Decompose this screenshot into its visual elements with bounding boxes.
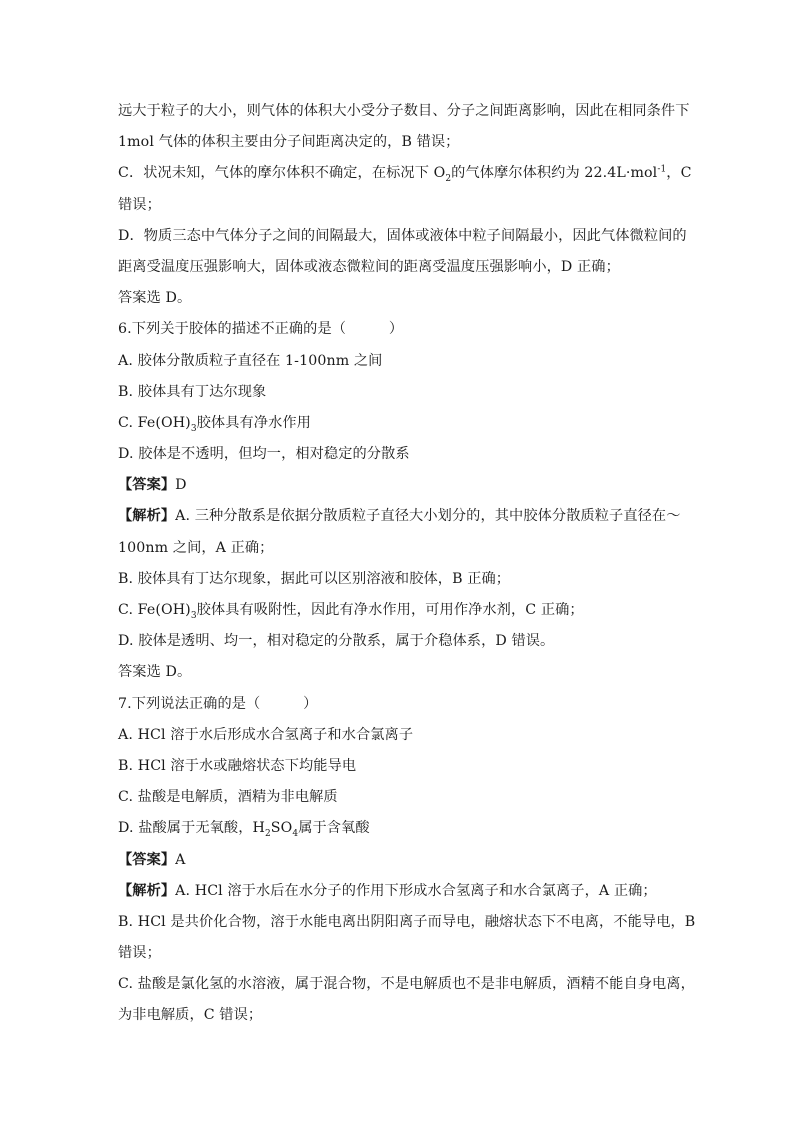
question-7-answer — [118, 845, 678, 876]
text-line: 答案选 D。 — [118, 290, 192, 307]
text-line: 错误； — [118, 196, 161, 213]
question-7-option-d — [118, 813, 678, 844]
answer-label: 【答案】 — [118, 477, 176, 494]
text-segment: 的气体摩尔体积约为 22.4L·mol — [451, 165, 658, 182]
text-segment: C．状况未知，气体的摩尔体积不确定，在标况下 O — [118, 165, 446, 182]
text-segment: 胶体具有净水作用 — [196, 414, 311, 431]
question-6-option-a: A. 胶体分散质粒子直径在 1-100nm 之间 — [118, 352, 383, 369]
answer-label: 【答案】 — [118, 851, 176, 868]
text-line: B. HCl 是共价化合物，溶于水能电离出阴阳离子而导电，融熔状态下不电离，不能导电，B — [118, 913, 696, 930]
text-segment: 胶体具有吸附性，因此有净水作用，可用作净水剂，C 正确； — [196, 602, 584, 618]
subscript: 2 — [445, 174, 452, 185]
text-line: 100nm 之间，A 正确； — [118, 539, 274, 556]
text-line: 距离受温度压强影响大，固体或液态微粒间的距离受温度压强影响小，D 正确； — [118, 258, 620, 275]
question-7-analysis — [118, 876, 678, 907]
question-7-option-a: A. HCl 溶于水后形成水合氢离子和水合氯离子 — [118, 726, 414, 743]
text-segment: A. HCl 溶于水后在水分子的作用下形成水合氢离子和水合氯离子，A 正确； — [175, 882, 657, 899]
text-segment: 属于含氧酸 — [298, 820, 370, 837]
question-6-option-c — [118, 408, 678, 439]
text-segment: ，C — [666, 165, 692, 182]
text-segment: SO — [270, 820, 293, 837]
text-line — [118, 595, 678, 626]
text-line: 答案选 D。 — [118, 664, 192, 681]
analysis-label: 【解析】 — [118, 508, 176, 525]
text-line: D．物质三态中气体分子之间的间隔最大，固体或液体中粒子间隔最小，因此气体微粒间的 — [118, 227, 687, 244]
question-7-stem: 7.下列说法正确的是（ ） — [118, 695, 318, 712]
text-line — [118, 158, 692, 189]
subscript: 2 — [264, 829, 271, 840]
answer-value: A — [175, 851, 186, 868]
subscript: 4 — [292, 829, 299, 840]
question-6-option-d: D. 胶体是不透明，但均一，相对稳定的分散系 — [118, 446, 410, 463]
subscript: 3 — [190, 610, 197, 621]
question-7-option-c: C. 盐酸是电解质，酒精为非电解质 — [118, 789, 338, 806]
text-line: 为非电解质，C 错误； — [118, 1007, 263, 1024]
superscript: -1 — [657, 164, 667, 175]
text-line: 远大于粒子的大小，则气体的体积大小受分子数目、分子之间距离影响，因此在相同条件下 — [118, 103, 690, 119]
question-7-option-b: B. HCl 溶于水或融熔状态下均能导电 — [118, 757, 357, 774]
analysis-label: 【解析】 — [118, 882, 176, 899]
text-line: 1mol 气体的体积主要由分子间距离决定的，B 错误； — [118, 134, 460, 151]
question-6-option-b: B. 胶体具有丁达尔现象 — [118, 383, 267, 400]
answer-value: D — [175, 477, 187, 494]
subscript: 3 — [190, 423, 197, 434]
text-segment: A. 三种分散系是依据分散质粒子直径大小划分的，其中胶体分散质粒子直径在～ — [175, 508, 681, 525]
text-line: B. 胶体具有丁达尔现象，据此可以区别溶液和胶体，B 正确； — [118, 570, 511, 587]
text-line: C. 盐酸是氯化氢的水溶液，属于混合物，不是电解质也不是非电解质，酒精不能自身电离， — [118, 976, 695, 993]
document-page — [118, 96, 696, 1032]
text-segment: D. 盐酸属于无氧酸，H — [118, 820, 265, 837]
text-segment: C. Fe(OH) — [118, 602, 191, 618]
question-6-answer — [118, 470, 678, 501]
text-line: 错误； — [118, 945, 161, 962]
text-line: D. 胶体是透明、均一，相对稳定的分散系，属于介稳体系，D 错误。 — [118, 633, 555, 650]
question-6-analysis — [118, 501, 681, 532]
question-6-stem: 6.下列关于胶体的描述不正确的是（ ） — [118, 321, 404, 338]
text-segment: C. Fe(OH) — [118, 414, 191, 431]
